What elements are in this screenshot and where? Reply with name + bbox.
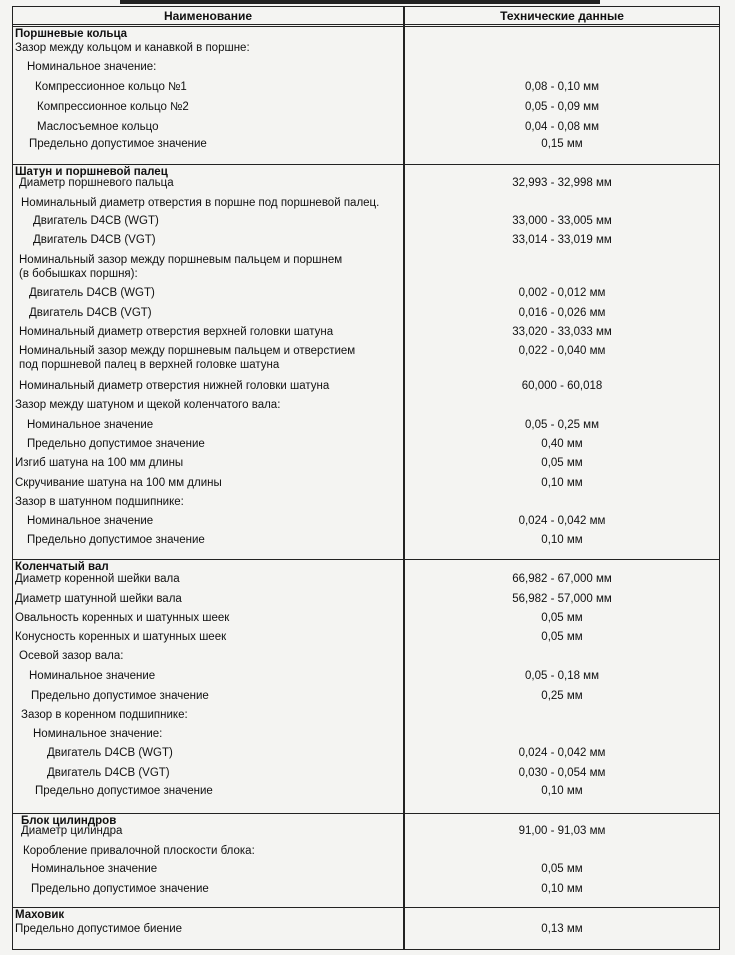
param-value: 0,05 мм xyxy=(541,863,583,875)
param-name: Диаметр шатунной шейки вала xyxy=(15,593,182,605)
param-name: Изгиб шатуна на 100 мм длины xyxy=(15,457,184,469)
param-value: 0,002 - 0,012 мм xyxy=(518,287,606,299)
param-name: Компрессионное кольцо №2 xyxy=(37,101,189,113)
param-name: Предельно допустимое значение xyxy=(31,690,209,702)
param-value: 0,022 - 0,040 мм xyxy=(518,345,606,357)
table-row xyxy=(13,844,719,860)
param-value: 66,982 - 67,000 мм xyxy=(512,573,612,585)
param-name: Номинальное значение xyxy=(29,670,156,682)
table-row xyxy=(13,233,719,249)
param-value: 0,05 - 0,18 мм xyxy=(525,670,599,682)
table-row xyxy=(13,611,719,627)
table-row xyxy=(13,358,719,374)
table-row xyxy=(13,649,719,665)
table-row xyxy=(13,592,719,608)
param-name: Предельно допустимое значение xyxy=(29,138,207,150)
param-value: 0,024 - 0,042 мм xyxy=(518,515,606,527)
param-value: 0,04 - 0,08 мм xyxy=(525,121,599,133)
table-row xyxy=(13,630,719,646)
param-name: Маслосъемное кольцо xyxy=(37,121,159,133)
param-name: Компрессионное кольцо №1 xyxy=(35,81,187,93)
table-row xyxy=(13,325,719,341)
param-name: (в бобышках поршня): xyxy=(19,268,138,280)
table-header xyxy=(13,7,719,25)
section-title-text: Блок цилиндров xyxy=(21,815,117,827)
table-row xyxy=(13,727,719,743)
param-name: Двигатель D4CB (VGT) xyxy=(47,767,170,779)
table-row xyxy=(13,120,719,136)
param-value: 32,993 - 32,998 мм xyxy=(512,177,612,189)
header-tech: Технические данные xyxy=(500,9,624,23)
table-row xyxy=(13,533,719,549)
table-row xyxy=(13,456,719,472)
table-row xyxy=(13,922,719,938)
param-value: 0,030 - 0,054 мм xyxy=(518,767,606,779)
param-name: Номинальное значение xyxy=(31,863,158,875)
param-name: Зазор в шатунном подшипнике: xyxy=(15,496,184,508)
param-value: 0,05 - 0,25 мм xyxy=(525,419,599,431)
param-name: Осевой зазор вала: xyxy=(19,650,124,662)
param-value: 33,000 - 33,005 мм xyxy=(512,215,612,227)
section-title-text: Маховик xyxy=(15,909,65,921)
param-value: 0,10 мм xyxy=(541,883,583,895)
param-name: Диаметр поршневого пальца xyxy=(19,177,174,189)
param-value: 60,000 - 60,018 xyxy=(521,380,603,392)
section-title-text: Поршневые кольца xyxy=(15,28,128,40)
param-value: 0,10 мм xyxy=(541,785,583,797)
param-name: Номинальное значение: xyxy=(27,61,157,73)
param-value: 0,08 - 0,10 мм xyxy=(525,81,599,93)
param-name: Предельно допустимое значение xyxy=(27,534,205,546)
param-name: Двигатель D4CB (WGT) xyxy=(29,287,155,299)
table-row xyxy=(13,784,719,800)
param-name: Конусность коренных и шатунных шеек xyxy=(15,631,227,643)
param-name: Двигатель D4CB (WGT) xyxy=(47,747,173,759)
param-value: 0,10 мм xyxy=(541,534,583,546)
param-name: Номинальный зазор между поршневым пальцем и отверстием xyxy=(19,345,356,357)
table-row xyxy=(13,418,719,434)
param-name: Двигатель D4CB (WGT) xyxy=(33,215,159,227)
table-row xyxy=(13,137,719,153)
param-name: Двигатель D4CB (VGT) xyxy=(29,307,152,319)
param-name: Предельно допустимое значение xyxy=(35,785,213,797)
table-row xyxy=(13,398,719,414)
param-name: Скручивание шатуна на 100 мм длины xyxy=(15,477,222,489)
cropped-title-fragment xyxy=(120,0,600,4)
param-name: Номинальный диаметр отверстия верхней головки шатуна xyxy=(19,326,334,338)
param-value: 91,00 - 91,03 мм xyxy=(518,825,606,837)
param-value: 33,020 - 33,033 мм xyxy=(512,326,612,338)
table-row xyxy=(13,286,719,302)
param-name: Коробление привалочной плоскости блока: xyxy=(23,845,255,857)
table-row xyxy=(13,437,719,453)
header-name: Наименование xyxy=(163,9,253,23)
param-value: 0,15 мм xyxy=(541,138,583,150)
table-row xyxy=(13,514,719,530)
table-row xyxy=(13,41,719,57)
param-name: Овальность коренных и шатунных шеек xyxy=(15,612,230,624)
param-value: 0,05 - 0,09 мм xyxy=(525,101,599,113)
table-row xyxy=(13,80,719,96)
param-name: Номинальный диаметр отверстия нижней головки шатуна xyxy=(19,380,330,392)
param-value: 0,05 мм xyxy=(541,612,583,624)
param-value: 0,10 мм xyxy=(541,477,583,489)
section-title-text: Шатун и поршневой палец xyxy=(15,166,168,178)
param-name: Зазор между кольцом и канавкой в поршне: xyxy=(15,42,250,54)
param-value: 0,05 мм xyxy=(541,457,583,469)
param-name: Номинальное значение xyxy=(27,515,154,527)
param-name: Зазор между шатуном и щекой коленчатого вала: xyxy=(15,399,281,411)
param-value: 0,024 - 0,042 мм xyxy=(518,747,606,759)
param-name: Диаметр цилиндра xyxy=(21,825,123,837)
param-name: Предельно допустимое значение xyxy=(31,883,209,895)
param-name: Номинальное значение xyxy=(27,419,154,431)
table-row xyxy=(13,669,719,685)
param-value: 0,25 мм xyxy=(541,690,583,702)
table-row xyxy=(13,60,719,76)
param-name: Диаметр коренной шейки вала xyxy=(15,573,180,585)
table-row xyxy=(13,176,719,192)
table-row xyxy=(13,689,719,705)
specs-table xyxy=(12,6,720,950)
table-row xyxy=(13,267,719,283)
param-name: Предельно допустимое биение xyxy=(15,923,183,935)
param-name: Номинальный диаметр отверстия в поршне под поршневой палец. xyxy=(21,197,380,209)
param-value: 0,13 мм xyxy=(541,923,583,935)
param-value: 33,014 - 33,019 мм xyxy=(512,234,612,246)
param-value: 0,05 мм xyxy=(541,631,583,643)
param-value: 0,40 мм xyxy=(541,438,583,450)
section-title-text: Коленчатый вал xyxy=(15,561,109,573)
table-row xyxy=(13,766,719,782)
table-row xyxy=(13,746,719,762)
param-name: Номинальное значение: xyxy=(33,728,163,740)
table-row xyxy=(13,572,719,588)
param-value: 56,982 - 57,000 мм xyxy=(512,593,612,605)
table-row xyxy=(13,379,719,395)
table-row xyxy=(13,306,719,322)
param-name: под поршневой палец в верхней головке шатуна xyxy=(19,359,280,371)
table-row xyxy=(13,824,719,840)
table-row xyxy=(13,862,719,878)
table-row xyxy=(13,214,719,230)
param-name: Двигатель D4CB (VGT) xyxy=(33,234,156,246)
table-row xyxy=(13,882,719,898)
param-name: Зазор в коренном подшипнике: xyxy=(21,709,188,721)
table-row xyxy=(13,708,719,724)
table-row xyxy=(13,476,719,492)
param-name: Предельно допустимое значение xyxy=(27,438,205,450)
table-row xyxy=(13,495,719,511)
table-row xyxy=(13,100,719,116)
table-row xyxy=(13,196,719,212)
param-name: Номинальный зазор между поршневым пальцем и поршнем xyxy=(19,254,343,266)
param-value: 0,016 - 0,026 мм xyxy=(518,307,606,319)
